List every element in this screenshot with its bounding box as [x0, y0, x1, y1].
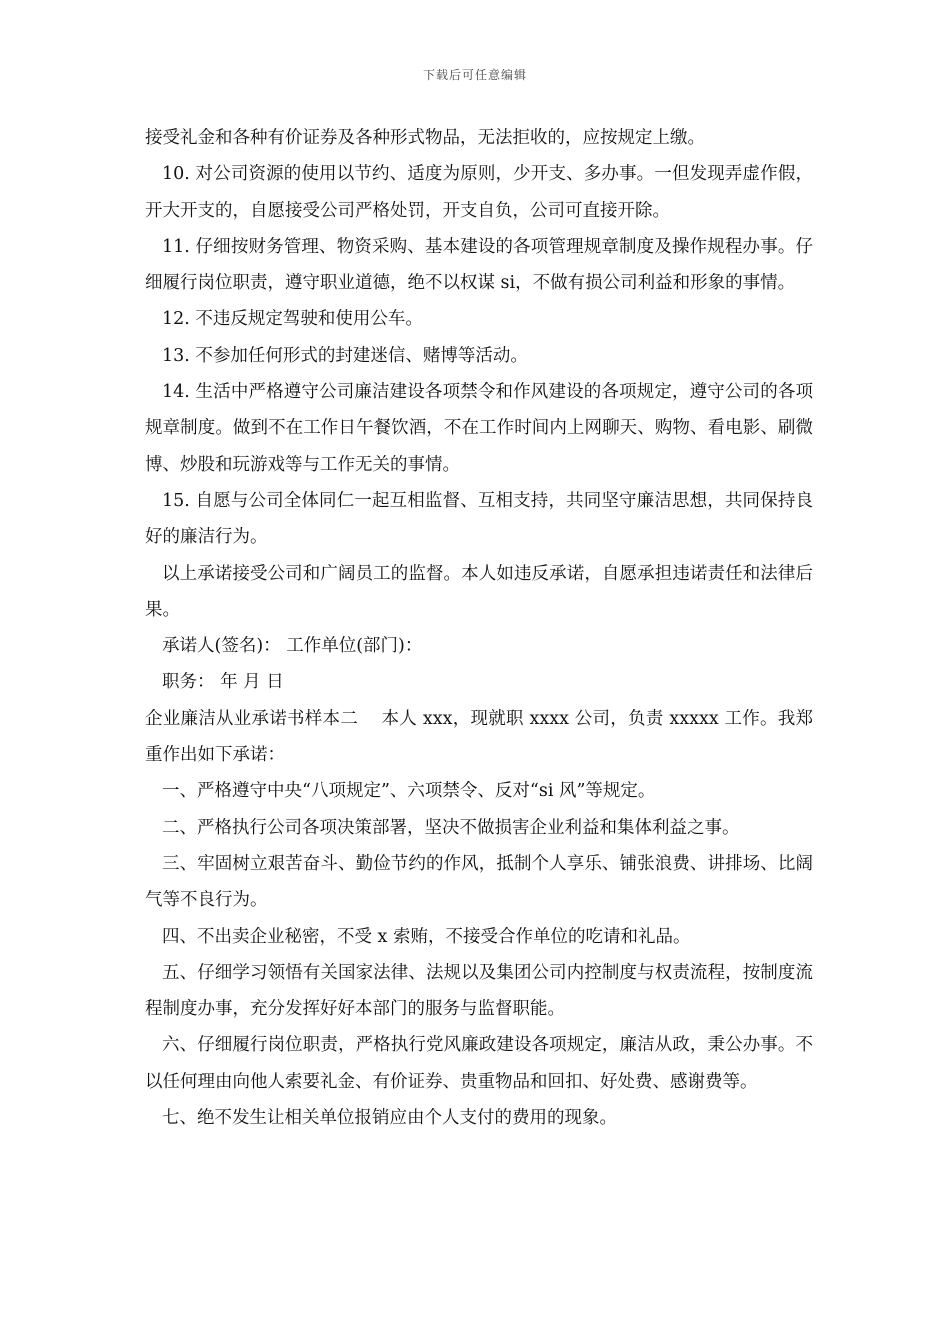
- paragraph: 二、严格执行公司各项决策部署，坚决不做损害企业利益和集体利益之事。: [162, 817, 740, 838]
- paragraph: 14. 生活中严格遵守公司廉洁建设各项禁令和作风建设的各项规定，遵守公司的各项规章制度。做到不在工作日午餐饮酒，不在工作时间内上网聊天、购物、看电影、刷微博、炒股和玩游戏等与工作无关的事情。: [145, 382, 813, 475]
- paragraph: 五、仔细学习领悟有关国家法律、法规以及集团公司内控制度与权责流程，按制度流程制度办事，充分发挥好好本部门的服务与监督职能。: [145, 962, 813, 1020]
- paragraph: 15. 自愿与公司全体同仁一起互相监督、互相支持，共同坚守廉洁思想，共同保持良好的廉洁行为。: [145, 490, 813, 548]
- header-note: 下载后可任意编辑: [422, 68, 527, 82]
- paragraph: 企业廉洁从业承诺书样本二 本人 xxx，现就职 xxxx 公司，负责 xxxxx 工作。我郑重作出如下承诺：: [145, 708, 813, 766]
- paragraph: 四、不出卖企业秘密，不受 x 索贿，不接受合作单位的吃请和礼品。: [162, 926, 691, 947]
- paragraph: 11. 仔细按财务管理、物资采购、基本建设的各项管理规章制度及操作规程办事。仔细履行岗位职责，遵守职业道德，绝不以权谋 si，不做有损公司利益和形象的事情。: [145, 236, 813, 294]
- paragraph: 接受礼金和各种有价证券及各种形式物品，无法拒收的，应按规定上缴。: [145, 128, 705, 148]
- paragraph: 10. 对公司资源的使用以节约、适度为原则，少开支、多办事。一但发现弄虚作假，开大开支的，自愿接受公司严格处罚，开支自负，公司可直接开除。: [145, 164, 813, 221]
- position-date-line: 职务： 年 月 日: [162, 672, 284, 693]
- paragraph: 13. 不参加任何形式的封建迷信、赌博等活动。: [162, 345, 528, 366]
- paragraph: 以上承诺接受公司和广阔员工的监督。本人如违反承诺，自愿承担违诺责任和法律后果。: [145, 563, 813, 620]
- paragraph: 三、牢固树立艰苦奋斗、勤俭节约的作风，抵制个人享乐、铺张浪费、讲排场、比阔气等不良行为。: [145, 853, 813, 911]
- paragraph: 一、严格遵守中央“八项规定”、六项禁令、反对“si 风”等规定。: [162, 781, 656, 802]
- signature-line: 承诺人(签名)： 工作单位(部门)：: [162, 636, 423, 657]
- document-body: [145, 120, 813, 1136]
- paragraph: 六、仔细履行岗位职责，严格执行党风廉政建设各项规定，廉洁从政，秉公办事。不以任何理由向他人索要礼金、有价证券、贵重物品和回扣、好处费、感谢费等。: [145, 1035, 813, 1092]
- paragraph: 七、绝不发生让相关单位报销应由个人支付的费用的现象。: [162, 1108, 617, 1129]
- paragraph: 12. 不违反规定驾驶和使用公车。: [162, 309, 423, 330]
